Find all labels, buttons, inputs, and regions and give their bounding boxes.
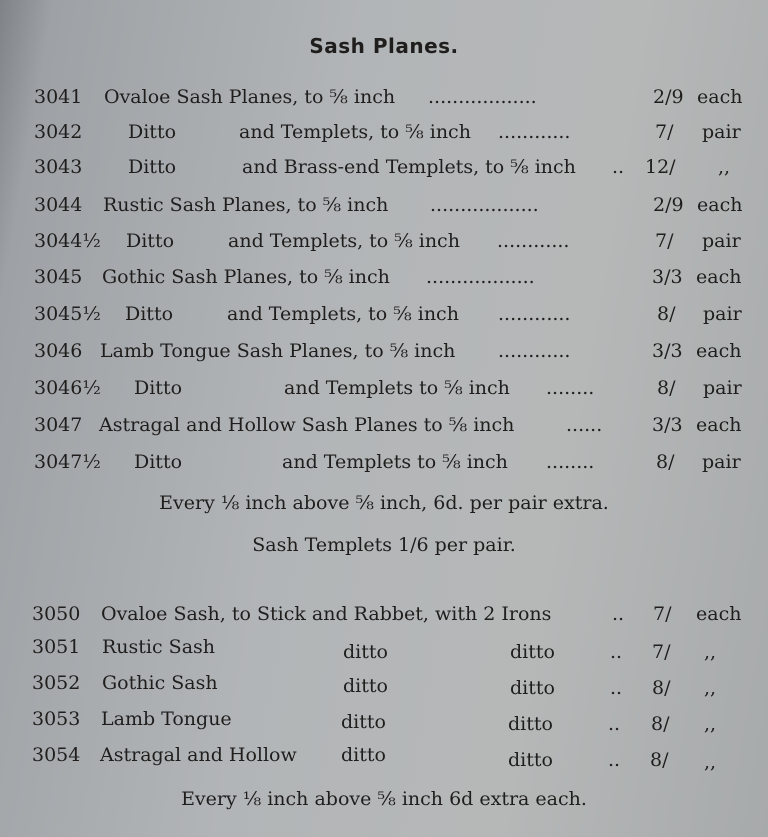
item-unit: ,, — [704, 677, 717, 699]
item-price: 7/ — [655, 230, 674, 252]
ditto-col-2: ditto — [510, 677, 555, 699]
item-description: Lamb Tongue Sash Planes, to ⅝ inch — [100, 340, 456, 362]
ditto-col-1: ditto — [343, 675, 388, 697]
item-description: Rustic Sash — [102, 636, 216, 658]
leader-dots: .. — [610, 641, 623, 663]
item-price: 3/3 — [652, 414, 683, 436]
list-item — [0, 636, 768, 666]
item-unit: pair — [702, 451, 741, 473]
item-price: 8/ — [657, 303, 676, 325]
item-unit: ,, — [718, 156, 731, 178]
item-description: Lamb Tongue — [101, 708, 232, 730]
list-item — [0, 340, 768, 370]
item-unit: ,, — [704, 751, 717, 773]
leader-dots: .. — [612, 603, 625, 625]
item-description: Ovaloe Sash Planes, to ⅝ inch — [104, 86, 396, 108]
list-item — [0, 377, 768, 407]
item-description: Ditto — [128, 156, 177, 178]
list-item — [0, 121, 768, 151]
item-description: Ditto — [134, 451, 183, 473]
list-item — [0, 603, 768, 633]
leader-dots: ........ — [546, 377, 595, 399]
item-number: 3046½ — [34, 377, 101, 399]
item-price: 8/ — [651, 713, 670, 735]
leader-dots: .. — [610, 677, 623, 699]
list-item — [0, 230, 768, 260]
item-number: 3050 — [32, 603, 81, 625]
item-price: 8/ — [650, 749, 669, 771]
leader-dots: .. — [608, 713, 621, 735]
item-price: 7/ — [655, 121, 674, 143]
leader-dots: ...... — [566, 414, 603, 436]
item-number: 3047½ — [34, 451, 101, 473]
item-unit: each — [697, 194, 743, 216]
item-description-cont: and Templets, to ⅝ inch — [228, 230, 460, 252]
ditto-col-2: ditto — [510, 641, 555, 663]
note-extra-each: Every ⅛ inch above ⅝ inch 6d extra each. — [181, 788, 587, 810]
item-number: 3041 — [34, 86, 83, 108]
item-price: 12/ — [645, 156, 676, 178]
item-price: 8/ — [652, 677, 671, 699]
item-description: Rustic Sash Planes, to ⅝ inch — [103, 194, 389, 216]
item-description-cont: and Brass-end Templets, to ⅝ inch — [242, 156, 576, 178]
item-description-cont: and Templets to ⅝ inch — [282, 451, 508, 473]
item-description: Astragal and Hollow — [100, 744, 297, 766]
item-description: Gothic Sash — [102, 672, 218, 694]
leader-dots: ........ — [546, 451, 595, 473]
item-description-cont: and Templets to ⅝ inch — [284, 377, 510, 399]
note-templets: Sash Templets 1/6 per pair. — [252, 534, 516, 556]
item-unit: each — [696, 340, 742, 362]
list-item — [0, 303, 768, 333]
item-description: Ditto — [126, 230, 175, 252]
item-unit: each — [697, 86, 743, 108]
item-number: 3051 — [32, 636, 81, 658]
item-unit: ,, — [704, 713, 717, 735]
list-item — [0, 451, 768, 481]
item-description: Ditto — [134, 377, 183, 399]
item-price: 2/9 — [653, 86, 684, 108]
item-number: 3045 — [34, 266, 83, 288]
list-item — [0, 672, 768, 702]
item-description: Gothic Sash Planes, to ⅝ inch — [102, 266, 390, 288]
list-item — [0, 86, 768, 116]
item-price: 2/9 — [653, 194, 684, 216]
item-unit: each — [696, 414, 742, 436]
list-item — [0, 156, 768, 186]
item-number: 3045½ — [34, 303, 101, 325]
item-description-cont: and Templets, to ⅝ inch — [227, 303, 459, 325]
leader-dots: ............ — [497, 230, 570, 252]
ditto-col-1: ditto — [343, 641, 388, 663]
ditto-col-1: ditto — [341, 711, 386, 733]
item-unit: each — [696, 603, 742, 625]
ditto-col-1: ditto — [341, 744, 386, 766]
item-description: Ditto — [125, 303, 174, 325]
item-price: 7/ — [652, 641, 671, 663]
item-description-cont: and Templets, to ⅝ inch — [239, 121, 471, 143]
item-number: 3054 — [32, 744, 81, 766]
leader-dots: ............ — [498, 121, 571, 143]
item-unit: each — [696, 266, 742, 288]
page-title: Sash Planes. — [309, 34, 459, 58]
item-unit: pair — [703, 303, 742, 325]
note-extra-size: Every ⅛ inch above ⅝ inch, 6d. per pair extra. — [159, 492, 609, 514]
item-number: 3052 — [32, 672, 81, 694]
ditto-col-2: ditto — [508, 749, 553, 771]
item-unit: ,, — [704, 641, 717, 663]
list-item — [0, 266, 768, 296]
leader-dots: .................. — [428, 86, 537, 108]
item-price: 3/3 — [652, 266, 683, 288]
item-number: 3043 — [34, 156, 83, 178]
item-number: 3042 — [34, 121, 83, 143]
item-unit: pair — [702, 230, 741, 252]
item-number: 3046 — [34, 340, 83, 362]
list-item — [0, 414, 768, 444]
item-price: 7/ — [653, 603, 672, 625]
list-item — [0, 194, 768, 224]
leader-dots: .................. — [426, 266, 535, 288]
ditto-col-2: ditto — [508, 713, 553, 735]
item-number: 3047 — [34, 414, 83, 436]
item-price: 8/ — [657, 377, 676, 399]
leader-dots: .. — [612, 156, 625, 178]
item-price: 3/3 — [652, 340, 683, 362]
leader-dots: .. — [608, 749, 621, 771]
item-unit: pair — [703, 377, 742, 399]
item-description: Ovaloe Sash, to Stick and Rabbet, with 2 Irons — [101, 603, 552, 625]
item-number: 3044 — [34, 194, 83, 216]
leader-dots: .................. — [430, 194, 539, 216]
leader-dots: ............ — [498, 340, 571, 362]
item-price: 8/ — [656, 451, 675, 473]
leader-dots: ............ — [498, 303, 571, 325]
list-item — [0, 744, 768, 774]
item-unit: pair — [702, 121, 741, 143]
item-number: 3053 — [32, 708, 81, 730]
item-description: Ditto — [128, 121, 177, 143]
item-number: 3044½ — [34, 230, 101, 252]
list-item — [0, 708, 768, 738]
item-description: Astragal and Hollow Sash Planes to ⅝ inch — [99, 414, 515, 436]
